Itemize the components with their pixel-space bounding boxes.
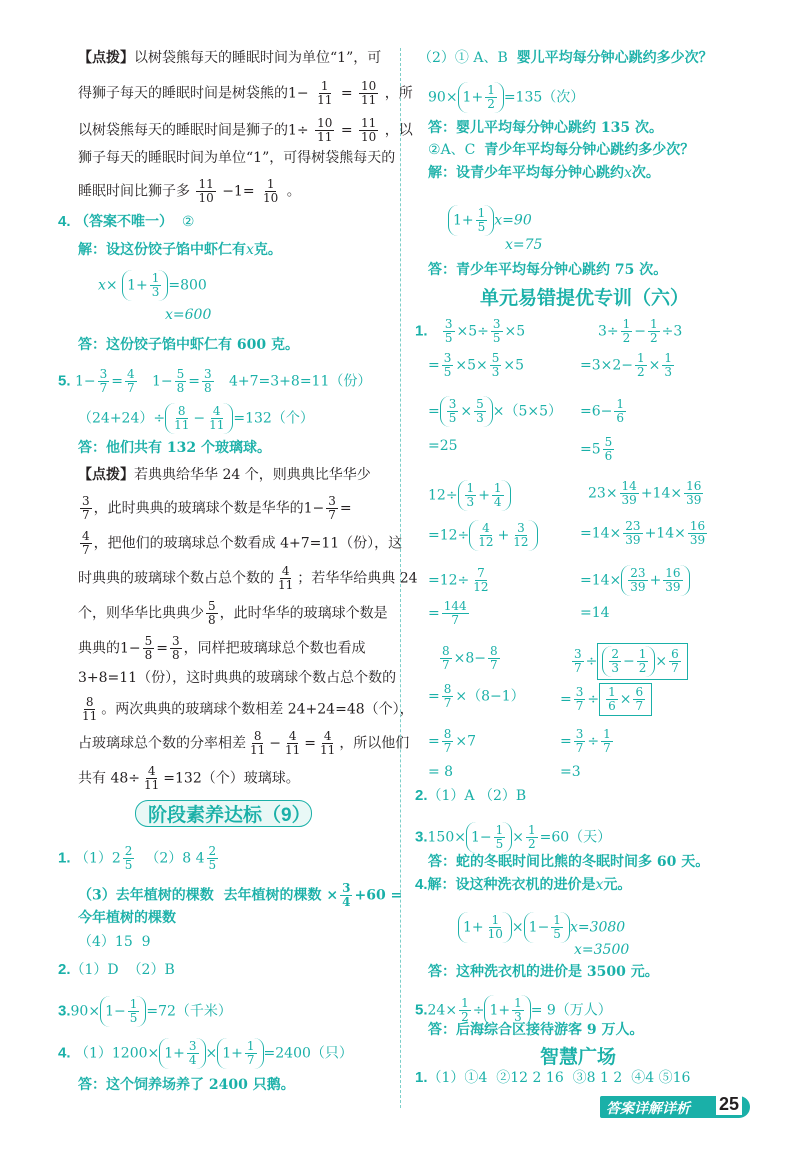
e1-row7b: =14× $\frac{23}{39}$ + $\frac{16}{39}$	[580, 565, 690, 596]
e1-row9: $\frac{8}{7}$ ×8− $\frac{8}{7}$	[442, 644, 498, 672]
s4-answer: 答：这个饲养场养了 2400 只鹅。	[78, 1077, 295, 1093]
tip2-line7: 3+8=11（份），这时典典的玻璃球个数占总个数的	[78, 670, 397, 686]
tip2-line9: 占玻璃球总个数的分率相差 $\frac{8}{11}$ − $\frac{4}{11}$ = $\frac{4}{11}$ ，所以他们	[78, 729, 410, 757]
r2-line1: （2）① A、B 婴儿平均每分钟心跳约多少次？	[418, 50, 713, 66]
section-title-2: 单元易错提优专训（六）	[480, 288, 690, 309]
q4-result: x=600	[165, 307, 212, 323]
s3-line: 3.90× 1− $\frac{1}{5}$ =72（千米）	[58, 997, 232, 1025]
tip1-line4: 狮子每天的睡眠时间为单位“1”，可得树袋熊每天的	[78, 150, 396, 166]
page-number: 25	[716, 1094, 742, 1115]
e1-row11: = $\frac{8}{7}$ ×7	[428, 727, 477, 755]
s1-line2: （3）去年植树的棵数 去年植树的棵数 × $\frac{3}{4}$ +60 =	[78, 881, 403, 909]
e4-answer: 答：这种洗衣机的进价是 3500 元。	[428, 964, 659, 980]
e1-row9b: $\frac{3}{7}$ ÷ $\frac{2}{3}$ − $\frac{1}{2}$ × $\frac{6}{7}$	[570, 643, 688, 680]
w1-line: 1.（1）①4 ②12 2 16 ③8 1 2 ④4 ⑤16	[415, 1069, 691, 1086]
tip2-line1: 【点拨】若典典给华华 24 个，则典典比华华少	[78, 467, 371, 483]
section-title-3: 智慧广场	[540, 1047, 617, 1068]
e1-row4b: =5 $\frac{5}{6}$	[580, 435, 613, 463]
tip2-line10: 共有 48÷ $\frac{4}{11}$ =132（个）玻璃球。	[78, 764, 300, 792]
r2-line6: 1+ $\frac{1}{5}$ x=90	[448, 205, 532, 236]
q5-answer: 答：他们共有 132 个玻璃球。	[78, 440, 271, 456]
s2-line: 2.（1）D （2）B	[58, 961, 175, 978]
e1-row2: = $\frac{3}{5}$ ×5× $\frac{5}{3}$ ×5	[428, 351, 525, 379]
tip1-line3: 以树袋熊每天的睡眠时间是狮子的1÷ $\frac{10}{11}$ = $\frac{11}{10}$ ，以	[78, 116, 413, 144]
s4-line: 4. （1）1200× 1+ $\frac{3}{4}$ × 1+ $\frac{1}{7}$ =2400（只）	[58, 1039, 353, 1067]
r2-line5: 解：设青少年平均每分钟心跳约x次。	[428, 165, 660, 181]
q5-line1: 5. 1− $\frac{3}{7}$ = $\frac{4}{7}$ 1− $\frac{5}{8}$ = $\frac{3}{8}$ 4+7=3+8=11（份）	[58, 367, 372, 395]
e4-line2: 1+ $\frac{1}{10}$ × 1− $\frac{1}{5}$ x=3080	[458, 912, 625, 943]
tip2-line2: $\frac{3}{7}$ ，此时典典的玻璃球个数是华华的1− $\frac{3}{7}$ =	[82, 494, 352, 522]
e1-row1: 1. $\frac{3}{5}$ ×5÷ $\frac{3}{5}$ ×5	[415, 317, 526, 345]
e1-row4: =25	[428, 438, 458, 454]
s1-line1: 1. （1）2 $\frac{2}{5}$ （2）8 4 $\frac{2}{5}$	[58, 844, 217, 872]
tip1-line5: 睡眠时间比狮子多 $\frac{11}{10}$ −1= $\frac{1}{10}$ 。	[78, 177, 301, 205]
e5-answer: 答：后海综合区接待游客 9 万人。	[428, 1022, 644, 1038]
r2-answer1: 答：婴儿平均每分钟心跳约 135 次。	[428, 120, 663, 136]
q4-solve: 解：设这份饺子馅中虾仁有x克。	[78, 242, 282, 258]
q4-header: 4. （答案不唯一） ②	[58, 213, 195, 230]
tip1-line2: 得狮子每天的睡眠时间是树袋熊的1− $\frac{1}{11}$ = $\frac{10}{11}$ ，所	[78, 79, 413, 107]
e3-line: 3.150× 1− $\frac{1}{5}$ × $\frac{1}{2}$ =60（天）	[415, 823, 612, 851]
e4-line3: x=3500	[574, 942, 630, 958]
tip1-line1: 【点拨】以树袋熊每天的睡眠时间为单位“1”，可	[78, 50, 382, 66]
e1-row6b: =14× $\frac{23}{39}$ +14× $\frac{16}{39}$	[580, 519, 706, 547]
q4-equation: x× 1+ $\frac{1}{3}$ =800	[98, 271, 207, 299]
answer-badge-label: 答案详解详析	[606, 1100, 690, 1116]
e1-row1b: 3÷ $\frac{1}{2}$ − $\frac{1}{2}$ ÷3	[598, 317, 683, 345]
q4-answer: 答：这份饺子馅中虾仁有 600 克。	[78, 337, 299, 353]
e4-line1: 4.解：设这种洗衣机的进价是x元。	[415, 876, 632, 893]
s1-line4: （4）15 9	[78, 934, 151, 950]
e1-row2b: =3×2− $\frac{1}{2}$ × $\frac{1}{3}$	[580, 351, 673, 379]
e1-row10: = $\frac{8}{7}$ ×（8−1）	[428, 682, 525, 710]
e1-row11b: = $\frac{3}{7}$ ÷ $\frac{1}{7}$	[560, 727, 611, 755]
e1-row8b: =14	[580, 605, 610, 621]
s1-line3: 今年植树的棵数	[78, 910, 176, 926]
e1-row12: = 8	[428, 764, 454, 780]
e1-row5: 12÷ $\frac{1}{3}$ + $\frac{1}{4}$	[428, 480, 511, 511]
e3-answer: 答：蛇的冬眠时间比熊的冬眠时间多 60 天。	[428, 854, 710, 870]
r2-line2: 90× 1+ $\frac{1}{2}$ =135（次）	[428, 83, 585, 111]
e1-row3b: =6− $\frac{1}{6}$	[580, 397, 625, 425]
e1-row12b: =3	[560, 764, 581, 780]
q5-line2: （24+24）÷ $\frac{8}{11}$ − $\frac{4}{11}$ =132（个）	[78, 404, 314, 432]
r2-line4: ②A、C 青少年平均每分钟心跳约多少次？	[428, 142, 695, 158]
r2-answer2: 答：青少年平均每分钟心跳约 75 次。	[428, 262, 668, 278]
e1-row10b: = $\frac{3}{7}$ ÷ $\frac{1}{6}$ × $\frac{6}{7}$	[560, 683, 652, 716]
e1-row3: = $\frac{3}{5}$ × $\frac{5}{3}$ ×（5×5）	[428, 397, 563, 425]
section-title: 阶段素养达标（9）	[148, 805, 311, 826]
e1-row8: = $\frac{144}{7}$	[428, 599, 467, 627]
r2-line7: x=75	[505, 237, 543, 253]
e5-line: 5.24× $\frac{1}{2}$ ÷ 1+ $\frac{1}{3}$ = 9（万人）	[415, 996, 612, 1024]
tip2-line8: $\frac{8}{11}$ 。两次典典的玻璃球个数相差 24+24=48（个），	[82, 695, 414, 723]
e2-line: 2.（1）A （2）B	[415, 787, 527, 804]
tip2-line6: 典典的1− $\frac{5}{8}$ = $\frac{3}{8}$ ，同样把玻璃球总个数也看成	[78, 634, 366, 662]
tip2-line4: 时典典的玻璃球个数占总个数的 $\frac{4}{11}$ ；若华华给典典 24	[78, 564, 418, 592]
tip2-line5: 个，则华华比典典少 $\frac{5}{8}$ ，此时华华的玻璃球个数是	[78, 599, 388, 627]
e1-row5b: 23× $\frac{14}{39}$ +14× $\frac{16}{39}$	[588, 479, 702, 507]
e1-row7: =12÷ $\frac{7}{12}$	[428, 566, 489, 594]
tip2-line3: $\frac{4}{7}$ ，把他们的玻璃球总个数看成 4+7=11（份），这	[82, 529, 403, 557]
e1-row6: =12÷ $\frac{4}{12}$ + $\frac{3}{12}$	[428, 520, 538, 551]
